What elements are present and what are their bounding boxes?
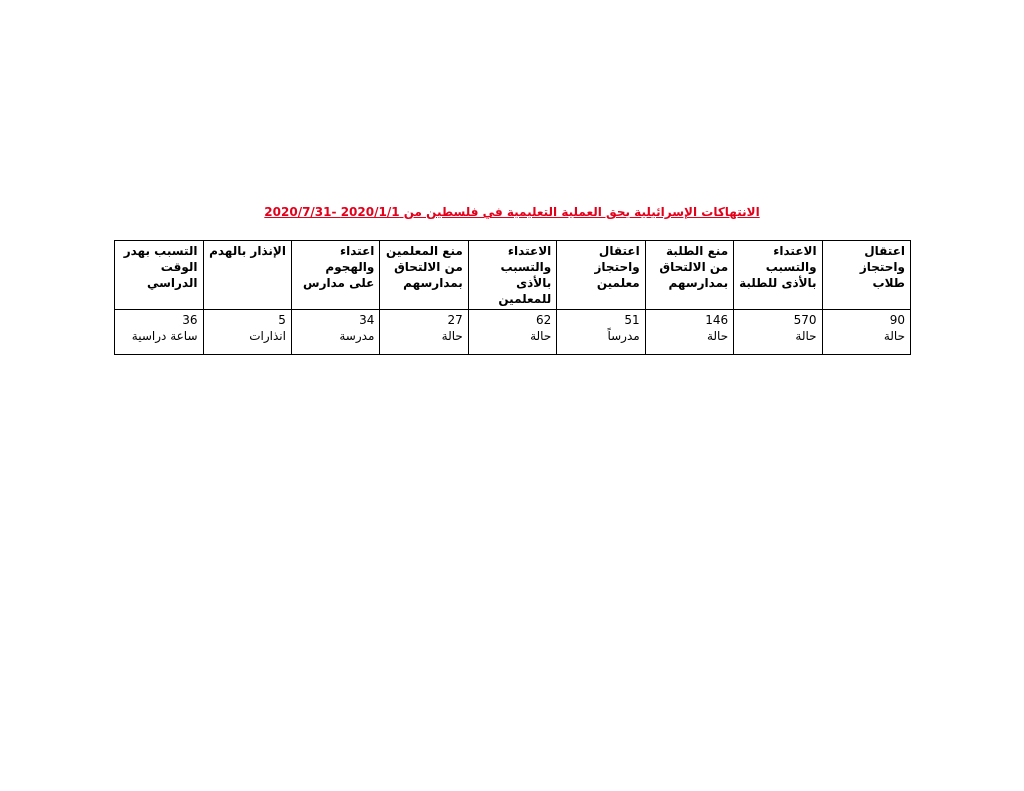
value-cell: [203, 310, 291, 355]
value-cell: [291, 310, 379, 355]
value-number: 51: [624, 313, 640, 327]
value-unit: حالة: [706, 329, 729, 343]
value-unit: ساعة دراسية: [131, 329, 198, 343]
value-unit: مدرساً: [607, 329, 640, 343]
header-cell: اعتداء والهجوم على مدارس: [291, 241, 379, 310]
value-cell: [468, 310, 556, 355]
value-number: 62: [535, 313, 552, 327]
value-cell: [645, 310, 733, 355]
value-number: 146: [705, 313, 729, 327]
value-unit: حالة: [530, 329, 552, 343]
table-header-row: [115, 241, 911, 310]
value-number: 90: [889, 313, 905, 327]
document-title: الانتهاكات الإسرائيلية بحق العملية التعليمية في فلسطين من 2020/1/1 -2020/7/31: [264, 205, 760, 219]
header-cell: الاعتداء والتسبب بالأذى للطلبة: [734, 241, 822, 310]
value-unit: حالة: [441, 329, 463, 343]
value-cell: [734, 310, 822, 355]
header-cell: الإنذار بالهدم: [203, 241, 291, 310]
value-unit: مدرسة: [339, 329, 375, 343]
value-number: 34: [359, 313, 375, 327]
value-cell: [380, 310, 468, 355]
violations-table: [114, 240, 911, 355]
value-number: 27: [447, 313, 463, 327]
value-cell: [822, 310, 910, 355]
value-number: 570: [793, 313, 817, 327]
value-cell: [557, 310, 645, 355]
value-number: 5: [278, 313, 286, 327]
header-cell: اعتقال واحتجاز طلاب: [822, 241, 910, 310]
header-cell: الاعتداء والتسبب بالأذى للمعلمين: [468, 241, 556, 310]
value-cell: [115, 310, 204, 355]
header-cell: التسبب بهدر الوقت الدراسي: [115, 241, 204, 310]
value-number: 36: [182, 313, 198, 327]
value-unit: حالة: [883, 329, 905, 343]
table-value-row: [115, 310, 911, 355]
value-unit: انذارات: [249, 329, 286, 343]
value-unit: حالة: [795, 329, 817, 343]
header-cell: منع المعلمين من الالتحاق بمدارسهم: [380, 241, 468, 310]
header-cell: منع الطلبة من الالتحاق بمدارسهم: [645, 241, 733, 310]
header-cell: اعتقال واحتجاز معلمين: [557, 241, 645, 310]
